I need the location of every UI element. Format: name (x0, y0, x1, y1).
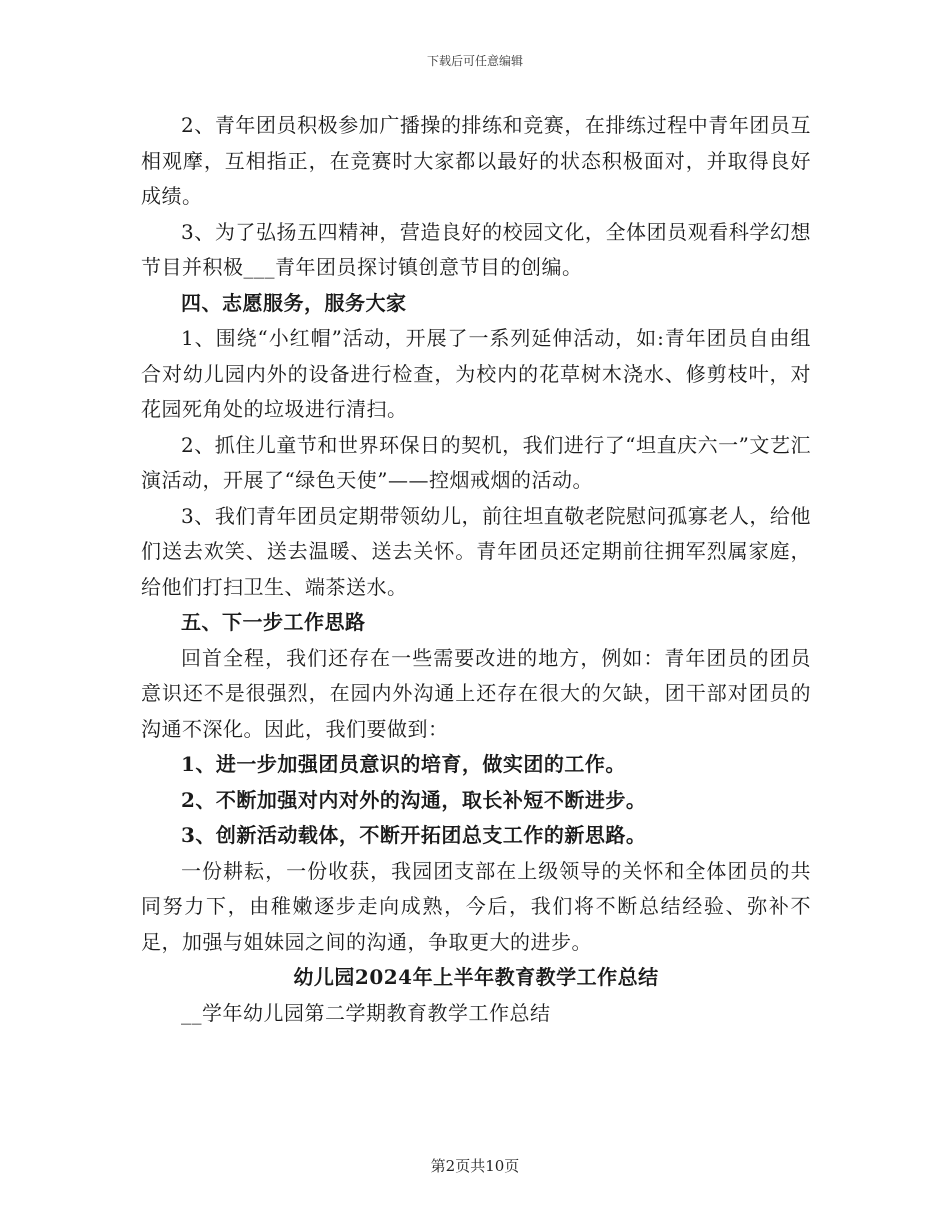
page-number-footer: 第2页共10页 (430, 1157, 520, 1175)
paragraph: 一份耕耘，一份收获，我园团支部在上级领导的关怀和全体团员的共同努力下，由稚嫩逐步走向成熟，今后，我们将不断总结经验、弥补不足，加强与姐妹园之间的沟通，争取更大的进步。 (141, 858, 811, 954)
document-body (141, 108, 811, 1031)
section-heading: 五、下一步工作思路 (181, 610, 366, 634)
paragraph: 3、我们青年团员定期带领幼儿，前往坦直敬老院慰问孤寡老人，给他们送去欢笑、送去温暖、送去关怀。青年团员还定期前往拥军烈属家庭，给他们打扫卫生、端茶送水。 (141, 503, 811, 599)
paragraph: 2、抓住儿童节和世界环保日的契机，我们进行了“坦直庆六一”文艺汇演活动，开展了“绿色天使”——控烟戒烟的活动。 (141, 432, 811, 492)
page-header: 下载后可任意编辑 (426, 54, 523, 68)
bold-list-item: 3、创新活动载体，不断开拓团总支工作的新思路。 (181, 823, 647, 847)
bold-list-item: 2、不断加强对内对外的沟通，取长补短不断进步。 (181, 787, 647, 812)
paragraph: 回首全程，我们还存在一些需要改进的地方，例如：青年团员的团员意识还不是很强烈，在园内外沟通上还存在很大的欠缺，团干部对团员的沟通不深化。因此，我们要做到： (141, 645, 811, 741)
paragraph: 2、青年团员积极参加广播操的排练和竞赛，在排练过程中青年团员互相观摩，互相指正，在竞赛时大家都以最好的状态积极面对，并取得良好成绩。 (141, 113, 811, 208)
section-heading: 四、志愿服务，服务大家 (181, 290, 407, 315)
bold-list-item: 1、进一步加强团员意识的培育，做实团的工作。 (181, 752, 626, 776)
document-subtitle: __学年幼儿园第二学期教育教学工作总结 (181, 1000, 551, 1025)
paragraph: 1、围绕“小红帽”活动，开展了一系列延伸活动，如:青年团员自由组合对幼儿园内外的设备进行检查，为校内的花草树木浇水、修剪枝叶，对花园死角处的垃圾进行清扫。 (141, 326, 811, 421)
document-title: 幼儿园2024年上半年教育教学工作总结 (293, 965, 659, 989)
paragraph: 3、为了弘扬五四精神，营造良好的校园文化，全体团员观看科学幻想节目并积极___青年团员探讨镇创意节目的创编。 (141, 219, 811, 279)
